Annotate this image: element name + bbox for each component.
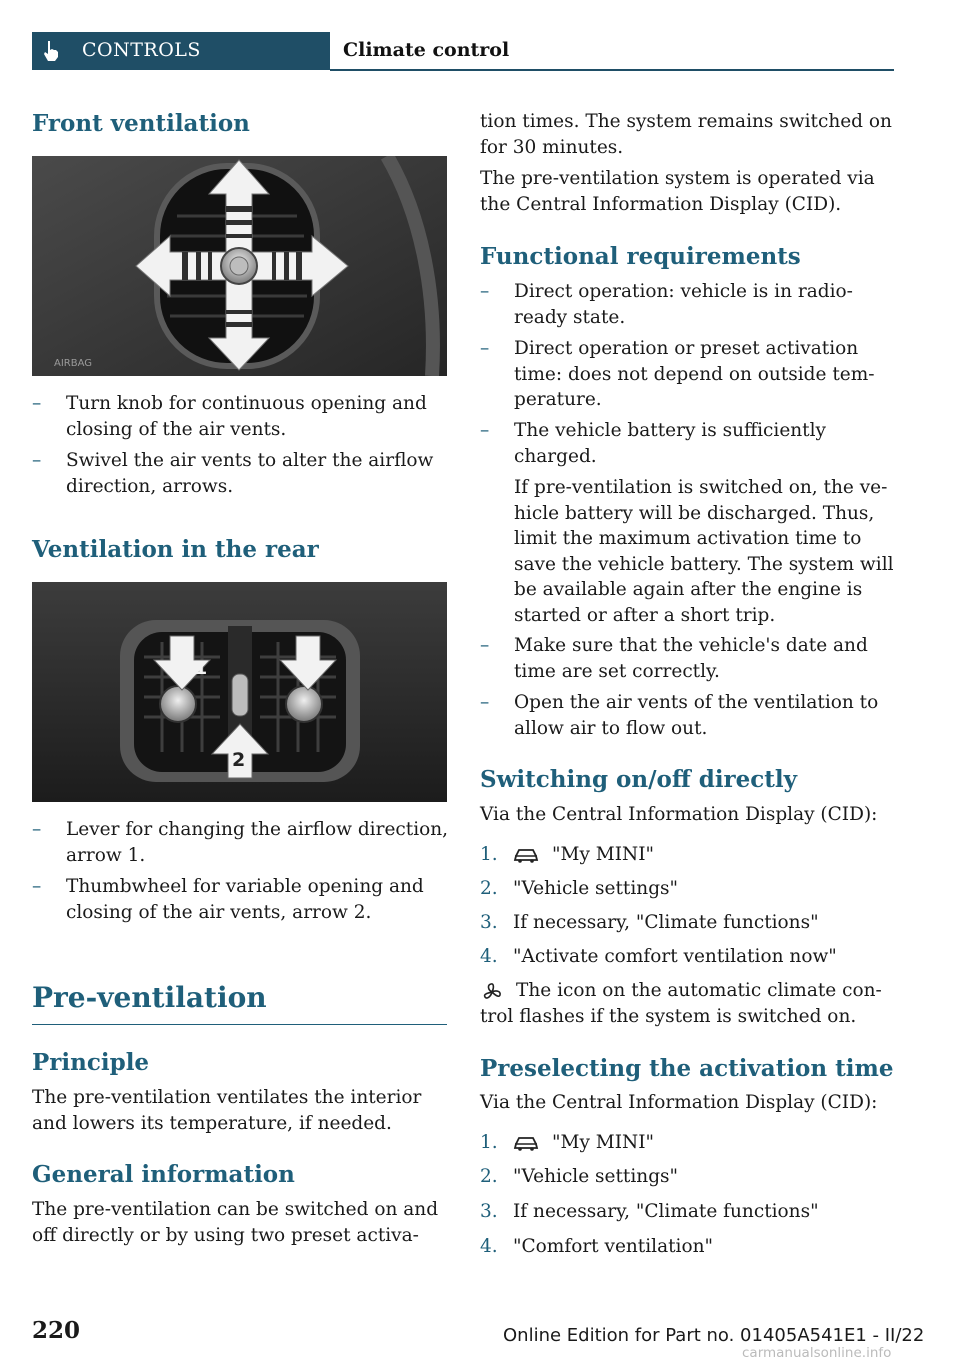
header-rule: [330, 69, 894, 71]
list-item: – The vehicle battery is sufficiently charged.: [480, 420, 826, 467]
functional-requirements-heading: Functional requirements: [480, 243, 801, 270]
general-paragraph: The pre-ventilation can be switched on and off directly or by using two preset activa-: [32, 1199, 439, 1246]
bullet-dash: –: [32, 450, 42, 471]
principle-heading: Principle: [32, 1049, 150, 1076]
airbag-label: AIRBAG: [54, 358, 93, 369]
switching-heading: Switching on/off directly: [480, 766, 798, 793]
fan-icon: [482, 982, 502, 1002]
bullet-dash: –: [32, 819, 42, 840]
list-item: – Thumbwheel for variable opening and closing of the air vents, arrow 2.: [32, 876, 424, 923]
pre-ventilation-heading: Pre-ventilation: [32, 981, 267, 1014]
rear-vent-photo: [32, 582, 447, 802]
chapter-title: Climate control: [343, 39, 510, 61]
icon-note: The icon on the automatic climate con- trol flashes if the system is switched on.: [480, 980, 882, 1027]
bullet-dash: –: [480, 281, 490, 302]
bullet-dash: –: [480, 635, 490, 656]
pointing-hand-icon: [42, 40, 60, 62]
preselecting-heading: Preselecting the activation time: [480, 1055, 894, 1082]
general-paragraph-continued: tion times. The system remains switched on for 30 minutes.: [480, 111, 892, 158]
general-information-heading: General information: [32, 1161, 295, 1188]
list-item: – Lever for changing the airflow direction, arrow 1.: [32, 819, 449, 866]
arrow-label-2: 2: [232, 749, 246, 771]
page-header: [32, 32, 894, 70]
arrow-label-1: 1: [194, 657, 208, 679]
bullet-dash: –: [480, 338, 490, 359]
bullet-dash: –: [32, 393, 42, 414]
rear-vent-illustration: [32, 582, 447, 802]
rear-ventilation-heading: Ventilation in the rear: [32, 536, 319, 563]
car-icon: [513, 847, 539, 863]
car-icon: [513, 1135, 539, 1151]
edition-info: Online Edition for Part no. 01405A541E1 - II/22: [503, 1325, 925, 1346]
list-item: – Open the air vents of the ventilation to allow air to flow out.: [480, 692, 879, 739]
front-vent-illustration: [32, 156, 447, 376]
arrow-label-1: 1: [306, 657, 320, 679]
front-ventilation-heading: Front ventilation: [32, 110, 250, 137]
section-label: CONTROLS: [82, 39, 201, 61]
list-item: – Direct operation or preset activation time: does not depend on outside tem- perature.: [480, 338, 875, 410]
operated-paragraph: The pre-ventilation system is operated via the Central Information Display (CID).: [480, 168, 875, 215]
list-item: – Direct operation: vehicle is in radio- ready state.: [480, 281, 853, 328]
list-item: – Turn knob for continuous opening and closing of the air vents.: [32, 393, 427, 440]
section-tab: [32, 32, 330, 70]
switch-via-text: Via the Central Information Display (CID):: [480, 804, 878, 825]
section-rule: [32, 1024, 447, 1025]
list-item: – Make sure that the vehicle's date and time are set correctly.: [480, 635, 868, 682]
bullet-dash: –: [480, 420, 490, 441]
battery-note: If pre-ventilation is switched on, the ve- hicle battery will be discharged. Thus, limit the maximum activation time to save the vehicle battery. The system will be available again after the engine is started or after a short trip.: [514, 477, 894, 626]
bullet-dash: –: [480, 692, 490, 713]
bullet-dash: –: [32, 876, 42, 897]
principle-paragraph: The pre-ventilation ventilates the interior and lowers its temperature, if needed.: [32, 1087, 422, 1134]
watermark: carmanualsonline.info: [742, 1345, 892, 1361]
front-vent-photo: [32, 156, 447, 376]
list-item: – Swivel the air vents to alter the airflow direction, arrows.: [32, 450, 434, 497]
page-number: 220: [32, 1317, 81, 1344]
preselect-via-text: Via the Central Information Display (CID):: [480, 1092, 878, 1113]
